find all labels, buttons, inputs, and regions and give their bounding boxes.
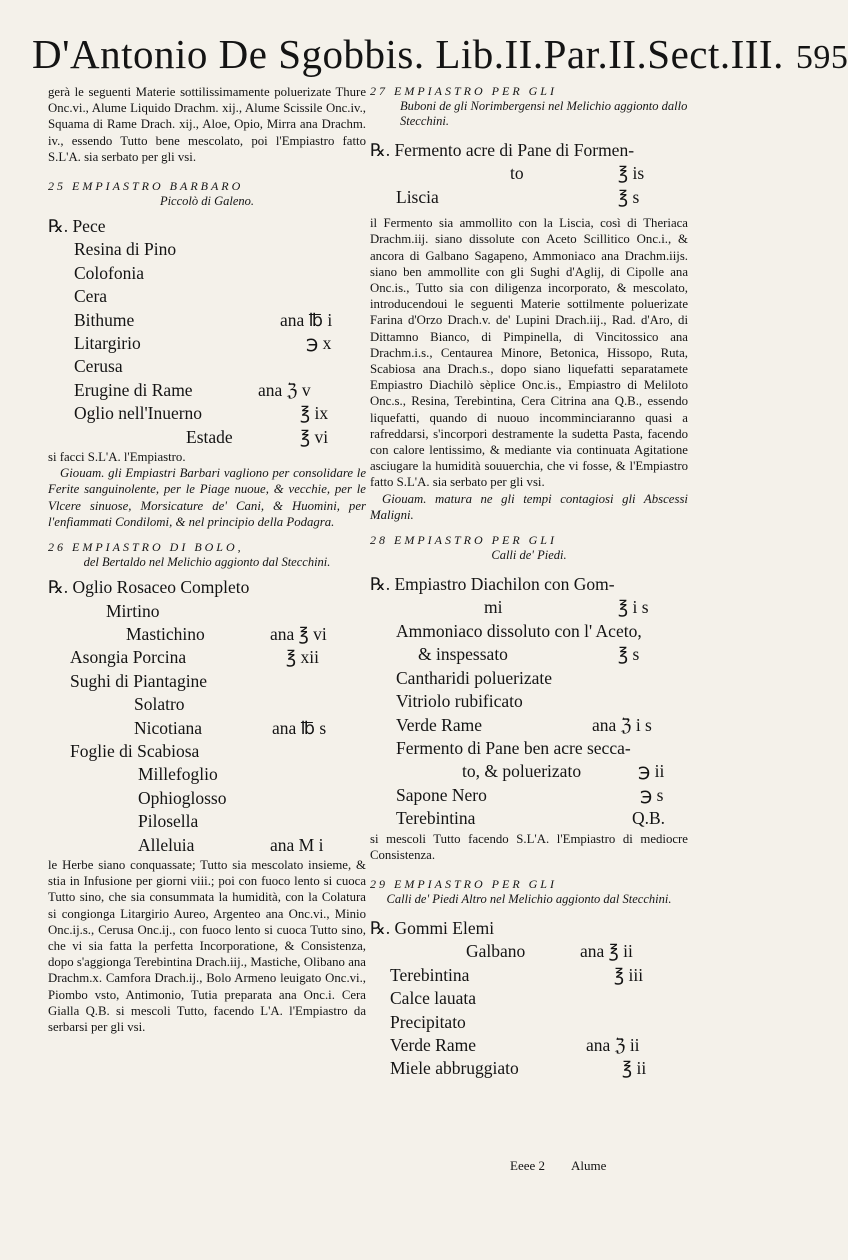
recipe-25-ingredients (48, 215, 366, 449)
recipe-27-ingredients (370, 139, 688, 209)
recipe-27-method: il Fermento sia ammollito con la Liscia, così di Theriaca Drachm.iij. siano dissolute con Aceto Scillitico Onc.i., & ancora di Galbano Sagapeno, Ammoniaco ana Drachm.iijs. siano ben ammollite con gli Sughi d'Aglij, di Cipolle ana Onc.is., Tutto sia con diligenza incorporato, & mescolato, introducendoui le seguenti Materie sottilmente poluerizate Farina d'Orzo Drach.v. de' Lupini Drach.iij., Rad. d'Aro, di Dittamno Bianco, di Pimpinella, di Vincitossico ana Drachm.i.s., Centaurea Minore, Betonica, Hissopo, Ruta, Scabiosa ana Drach.s., dopo siano liquefatti separatamete Empiastro Diachilò sèplice Onc.is., Empiastro di Meliloto Onc.s., Resina, Terebintina, Cera Citrina ana Q.B., essendo liquefatti, quando di nuouo incomminciaranno quasi a rafreddarsi, s'incorpori destramente la sudetta Pasta, facendo con calore lentissimo, & mediante via continuata Agitatione asciugare la humidità souuerchia, che vi fosse, & l'Empiastro fatto S.L'A. sia serbato per gli vsi. (370, 216, 688, 490)
recipe-28-ingredients (370, 573, 688, 830)
right-column (370, 84, 688, 1081)
recipe-29 (370, 877, 688, 1081)
catchword: Alume (571, 1158, 607, 1173)
ingredient-line: Erugine di Rame ana ℨ v (74, 379, 311, 400)
ingredient-line: Foglie di Scabiosa (70, 740, 200, 761)
ingredient-line: Fermento di Pane ben acre secca- (396, 737, 631, 758)
ingredient-line: ℞. Fermento acre di Pane di Formen- (370, 140, 635, 160)
ingredient-line: Ammoniaco dissoluto con l' Aceto, (396, 620, 642, 641)
recipe-25 (48, 179, 366, 530)
ingredient-line: Miele abbruggiato ℥ ii (390, 1058, 647, 1079)
page-footer (510, 1158, 606, 1174)
ingredient-line: mi ℥ i s (484, 597, 649, 618)
ingredient-line: Mastichino ana ℥ vi (126, 623, 327, 644)
ingredient-line: ℞. Oglio Rosaceo Completo (48, 577, 250, 598)
recipe-29-caption: 29 EMPIASTRO PER GLI (370, 876, 557, 891)
ingredient-line: Liscia ℥ s (396, 186, 640, 207)
intro-paragraph: gerà le seguenti Materie sottilissimamente poluerizate Thure Onc.vi., Alume Liquido Drachm. xij., Alume Scissile Onc.iv., Squama di Rame Drach. xij., Aloe, Opio, Mirra ana Drachm. iv., essendo Tutto bene mescolato, poi l'Empiastro fatto S.L'A. sia serbato per gli vsi. (48, 85, 366, 164)
ingredient-line: Mirtino (106, 600, 160, 621)
ingredient-line: Colofonia (74, 262, 144, 283)
ingredient-line: Vitriolo rubificato (396, 691, 523, 712)
ingredient-line: ℞. Pece (48, 216, 106, 237)
ingredient-line: ℞. Gommi Elemi (370, 917, 495, 938)
ingredient-line: Terebintina Q.B. (396, 808, 666, 829)
ingredient-line: Sughi di Piantagine (70, 670, 208, 691)
ingredient-line: Calce lauata (390, 988, 476, 1009)
recipe-25-note: Giouam. gli Empiastri Barbari vagliono per consolidare le Ferite sanguinolente, per le Piage nuoue, & vecchie, per le Vlcere sinuose, Morsicature de' Cani, & Huomini, per l'enfiammati Condilomi, & nel principio della Podagra. (48, 466, 366, 529)
recipe-29-ingredients (370, 917, 688, 1081)
recipe-25-caption: 25 EMPIASTRO BARBARO (48, 179, 244, 194)
ingredient-line: Cera (74, 286, 108, 307)
ingredient-line: Precipitato (390, 1011, 466, 1032)
ingredient-line: Nicotiana ana ℔ s (134, 717, 327, 738)
ingredient-line: Solatro (134, 694, 185, 715)
recipe-26-caption: 26 EMPIASTRO DI BOLO, (48, 540, 244, 555)
ingredient-line: Bithume ana ℔ i (74, 309, 333, 330)
ingredient-line: Asongia Porcina ℥ xii (70, 647, 319, 668)
recipe-27 (370, 84, 688, 523)
recipe-26-subtitle: del Bertaldo nel Melichio aggionto dal Stecchini. (83, 555, 331, 570)
ingredient-line: Verde Rame ana ℨ i s (396, 714, 652, 735)
ingredient-line: to ℥ is (510, 163, 645, 184)
recipe-26 (48, 540, 366, 1035)
ingredient-line: Ophioglosso (138, 787, 227, 808)
recipe-29-subtitle: Calli de' Piedi Altro nel Melichio aggionto dal Stecchini. (386, 891, 672, 906)
recipe-27-note: Giouam. matura ne gli tempi contagiosi gli Abscessi Maligni. (370, 491, 688, 522)
ingredient-line: Verde Rame ana ℨ ii (390, 1034, 640, 1055)
page-number: 595 (795, 39, 848, 76)
ingredient-line: Pilosella (138, 811, 199, 832)
recipe-27-caption: 27 EMPIASTRO PER GLI (370, 84, 557, 98)
ingredient-line: ℞. Empiastro Diachilon con Gom- (370, 574, 615, 595)
ingredient-line: Oglio nell'Inuerno ℥ ix (74, 403, 329, 424)
left-column (48, 84, 366, 1035)
recipe-26-ingredients (48, 576, 366, 857)
ingredient-line: Cerusa (74, 356, 123, 377)
recipe-28-caption: 28 EMPIASTRO PER GLI (370, 533, 557, 548)
ingredient-line: Resina di Pino (74, 239, 177, 260)
ingredient-line: & inspessato ℥ s (418, 644, 640, 665)
recipe-25-subtitle: Piccolò di Galeno. (159, 194, 255, 209)
ingredient-line: to, & poluerizato ℈ ii (462, 761, 665, 782)
recipe-27-subtitle: Buboni de gli Norimbergensi nel Melichio aggionto dallo Stecchini. (400, 99, 688, 128)
ingredient-line: Estade ℥ vi (186, 426, 329, 447)
recipe-26-method: le Herbe siano conquassate; Tutto sia mescolato insieme, & stia in Infusione per giorni viii.; poi con fuoco lento si cuoca Tutto sino, che sia consummata la humidità, con la Colatura si congionga Litargirio Aureo, Argenteo ana Onc.vi., Minio Onc.ij.s., Cerusa Onc.ij., con fuoco lento si cuoca Tutto sino, che vi sia fatta la perfetta Incorporatione, & Consistenza, dopo s'aggionga Terebintina Drach.iij., Mastiche, Olibano ana Drachm.x. Camfora Drach.ij., Bolo Armeno leuigato Onc.vi., Piombo vsto, Antimonio, Tutia preparata ana Onc.i. Cera Gialla Q.B. si mescoli Tutto, facendo L'A. l'Empiastro da serbarsi per gli vsi. (48, 857, 366, 1034)
ingredient-line: Litargirio ℈ x (74, 333, 332, 354)
ingredient-line: Millefoglio (138, 764, 218, 785)
recipe-28 (370, 533, 688, 863)
ingredient-line: Cantharidi poluerizate (396, 667, 552, 688)
recipe-25-instruction: si facci S.L'A. l'Empiastro. (48, 450, 186, 465)
ingredient-line: Alleluia ana M i (138, 834, 324, 855)
running-head (32, 30, 848, 78)
running-head-title: D'Antonio De Sgobbis. Lib.II.Par.II.Sect.III. (32, 31, 784, 77)
recipe-28-method: si mescoli Tutto facendo S.L'A. l'Empiastro di mediocre Consistenza. (370, 831, 688, 862)
ingredient-line: Galbano ana ℥ ii (466, 941, 633, 962)
recipe-28-subtitle: Calli de' Piedi. (491, 548, 567, 563)
ingredient-line: Sapone Nero ℈ s (396, 784, 664, 805)
signature-mark: Eeee 2 (510, 1158, 546, 1173)
ingredient-line: Terebintina ℥ iii (390, 964, 644, 985)
